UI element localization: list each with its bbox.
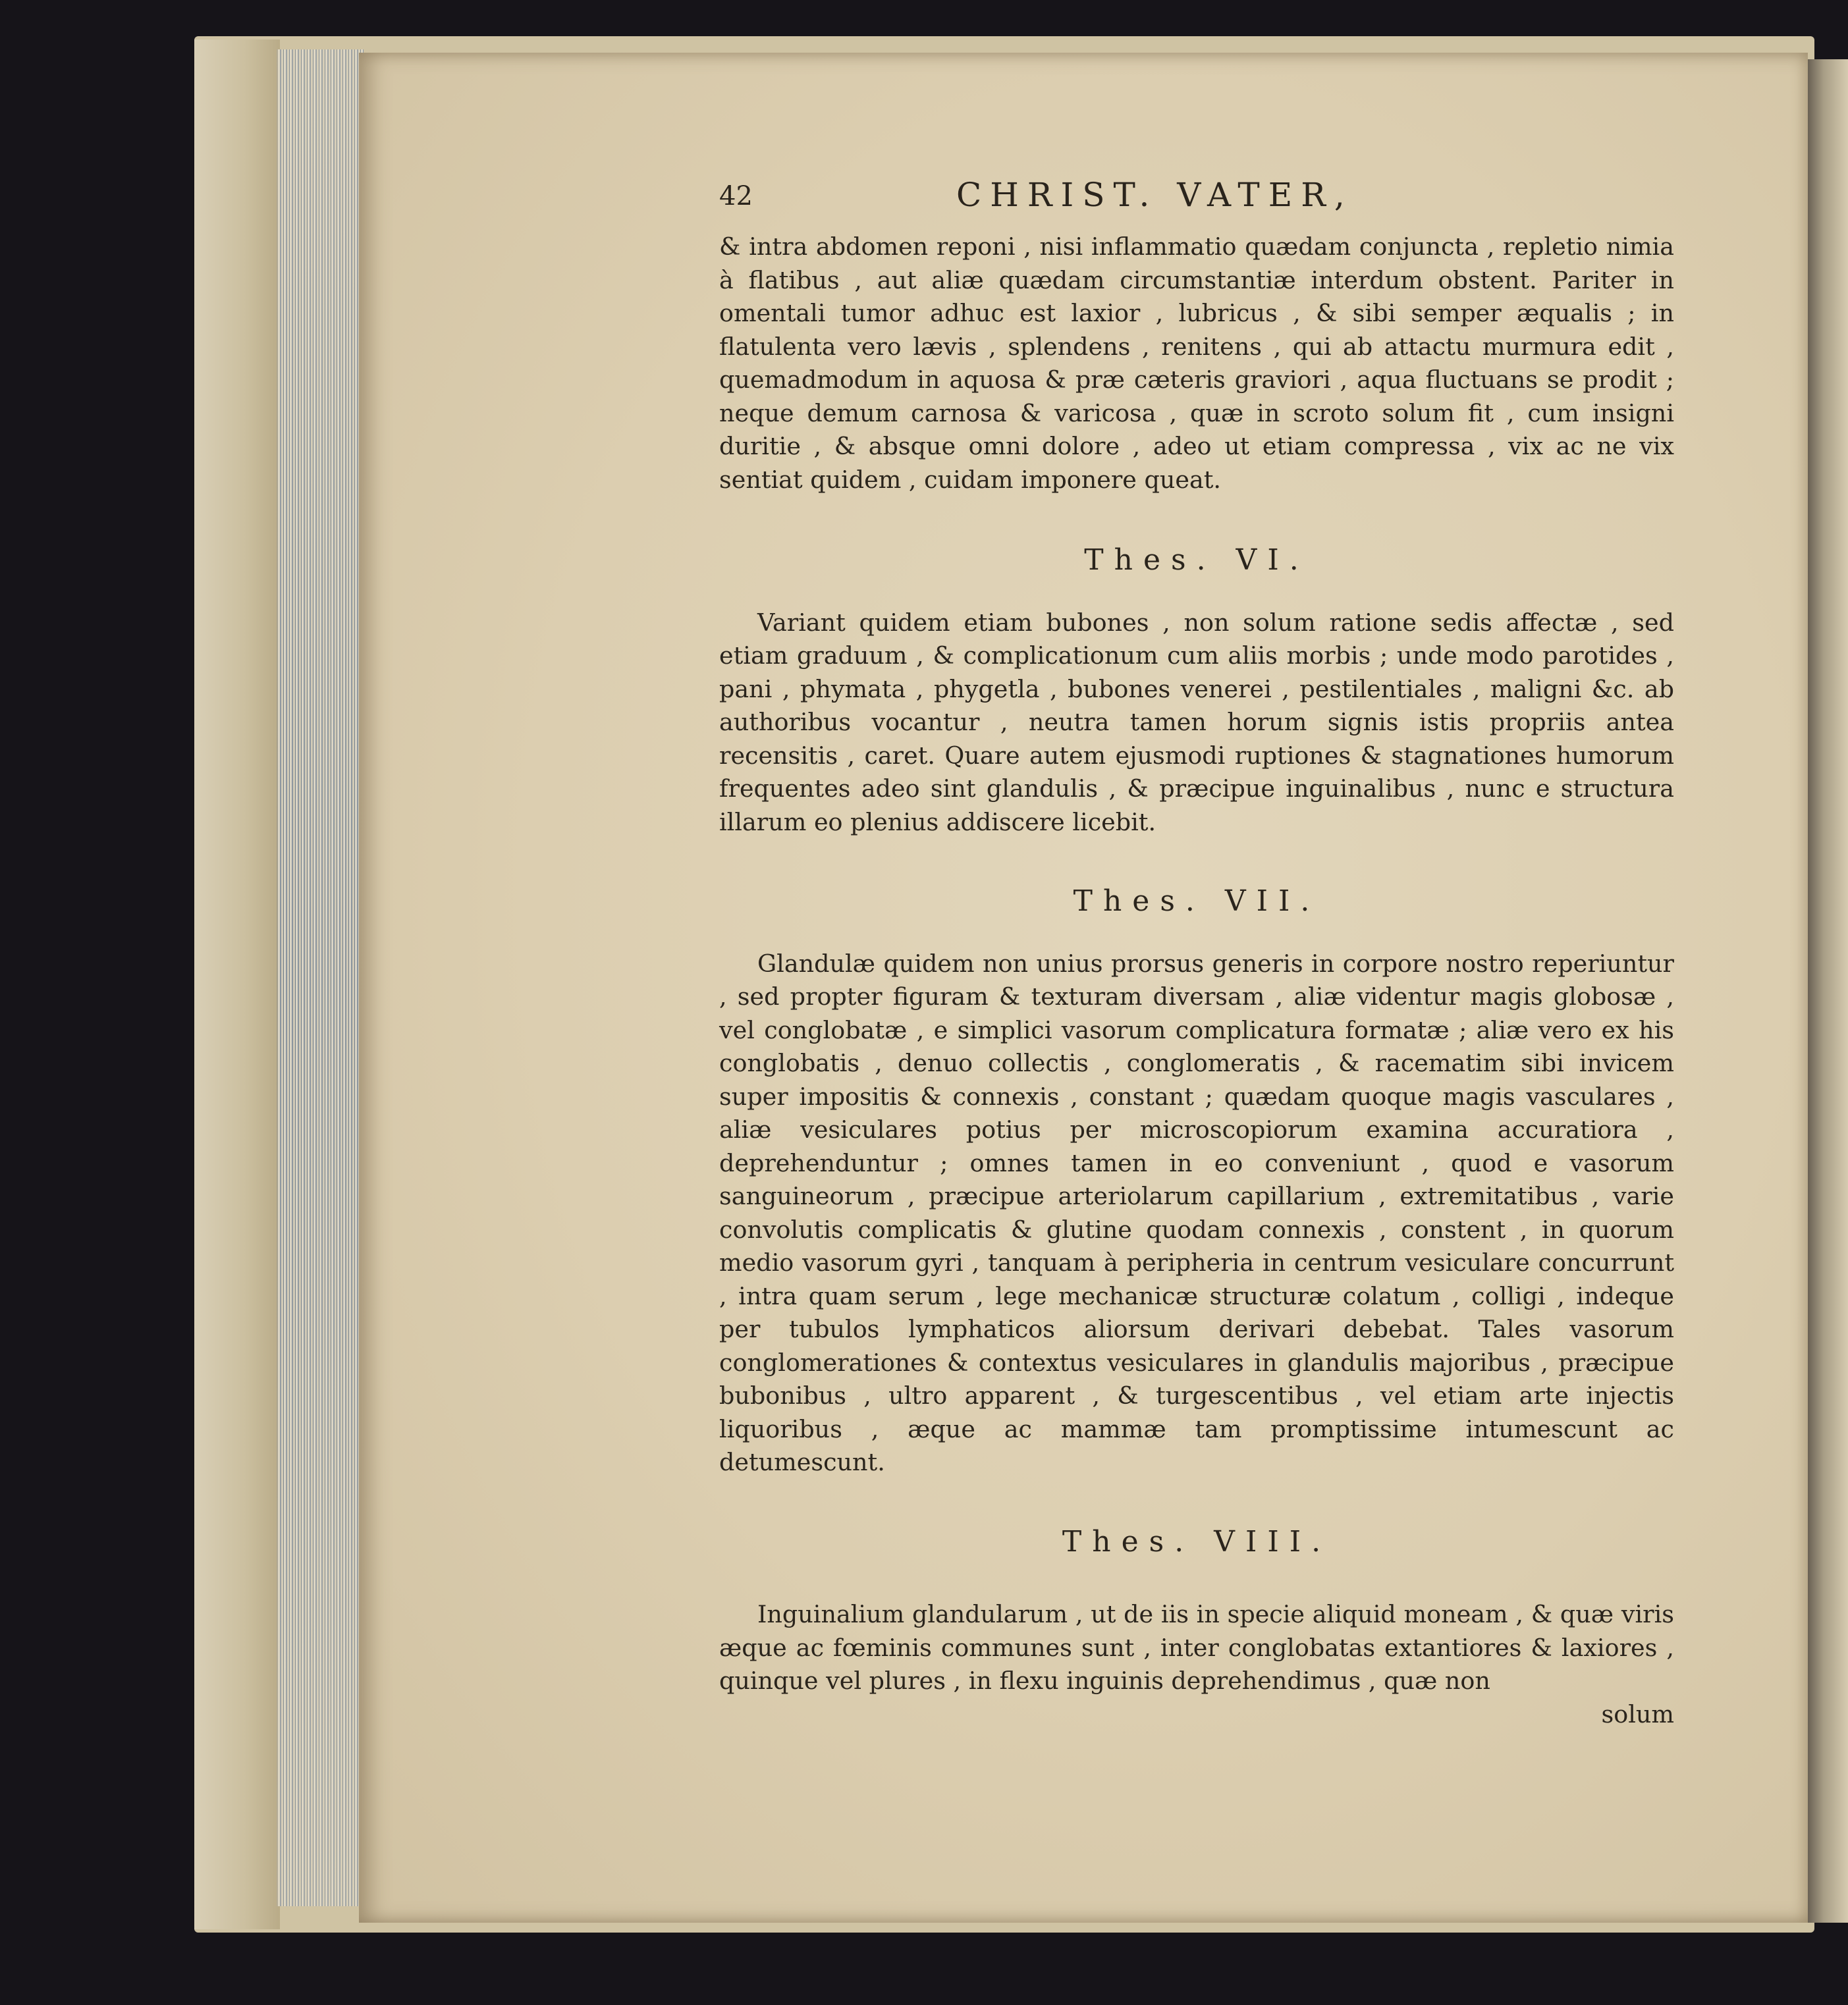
paragraph-1: & intra abdomen reponi , nisi inflammatio quædam conjuncta , repletio nimia à flatibus , aut aliæ quædam circumstantiæ interdum obstent. Pariter in omentali tumor adhuc est laxior , lubricus , & sibi semper æqualis ; in flatulenta vero lævis , splendens , renitens , qui ab attactu murmura edit , quemadmodum in aquosa & præ cæteris graviori , aqua fluctuans se prodit ; neque demum carnosa & varicosa , quæ in scroto solum fit , cum insigni duritie , & absque omni dolore , adeo ut etiam compressa , vix ac ne vix sentiat quidem , cuidam imponere queat. (719, 232, 1674, 494)
page-header (719, 176, 1674, 221)
paragraph-4: Inguinalium glandularum , ut de iis in specie aliquid moneam , & quæ viris æque ac fœminis communes sunt , inter conglobatas extantiores & laxiores , quinque vel plures , in flexu inguinis deprehendimus , quæ non (719, 1600, 1674, 1695)
section-heading-vii: Thes. VII. (1073, 884, 1320, 918)
paragraph-3: Glandulæ quidem non unius prorsus generis in corpore nostro reperiuntur , sed propter figuram & texturam diversam , aliæ videntur magis globosæ , vel conglobatæ , e simplici vasorum complicatura formatæ ; aliæ vero ex his conglobatis , denuo collectis , conglomeratis , & racematim sibi invicem super impositis & connexis , constant ; quædam quoque magis vasculares , aliæ vesiculares potius per microscopiorum examina accuratiora , deprehenduntur ; omnes tamen in eo conveniunt , quod e vasorum sanguineorum , præcipue arteriolarum capillarium , extremitatibus , varie convolutis complicatis & glutine quodam connexis , constent , in quorum medio vasorum gyri , tanquam à peripheria in centrum vesiculare concurrunt , intra quam serum , lege mechanicæ structuræ colatum , colligi , indeque per tubulos lymphaticos aliorsum derivari debebat. Tales vasorum conglomerationes & contextus vesiculares in glandulis majoribus , præcipue bubonibus , ultro apparent , & turgescentibus , vel etiam arte injectis liquoribus , æque ac mammæ tam promptissime intumescunt ac detumescunt. (719, 949, 1674, 1476)
book-cover-edge (194, 40, 280, 1929)
page-number: 42 (719, 181, 753, 211)
facing-page-edge (1808, 59, 1848, 1923)
page-stack-shade (277, 49, 362, 1906)
paragraph-2: Variant quidem etiam bubones , non solum ratione sedis affectæ , sed etiam graduum , & complicationum cum aliis morbis ; unde modo parotides , pani , phymata , phygetla , bubones venerei , pestilentiales , maligni &c. ab authoribus vocantur , neutra tamen horum signis istis propriis antea recensitis , caret. Quare autem ejusmodi ruptiones & stagnationes humorum frequentes adeo sint glandulis , & præcipue inguinalibus , nunc e structura illarum eo plenius addiscere licebit. (719, 608, 1674, 836)
catchword: solum (1601, 1699, 1674, 1728)
running-head: CHRIST. VATER, (956, 176, 1353, 214)
text-block (719, 230, 1674, 1731)
section-heading-viii: Thes. VIII. (1062, 1524, 1332, 1559)
section-heading-vi: Thes. VI. (1084, 543, 1309, 577)
